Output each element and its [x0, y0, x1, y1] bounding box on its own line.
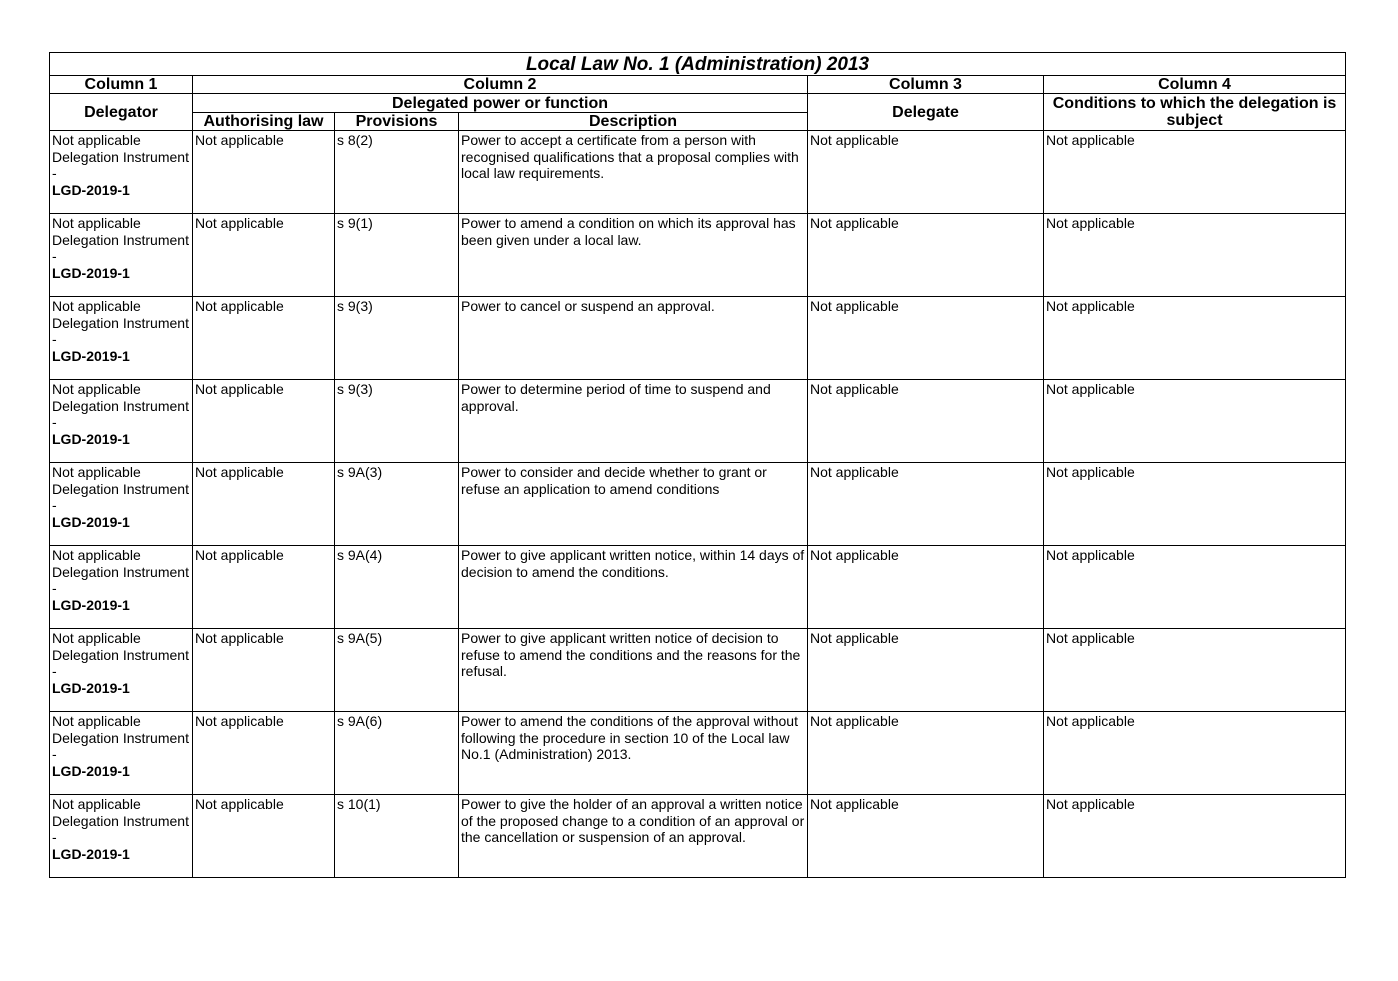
delegator-cell	[50, 546, 193, 629]
conditions-cell: Not applicable	[1044, 629, 1346, 712]
authorising-law-cell: Not applicable	[193, 380, 335, 463]
delegation-instrument-label: Delegation Instrument -	[52, 480, 189, 513]
delegation-instrument-label: Delegation Instrument -	[52, 314, 189, 347]
conditions-cell: Not applicable	[1044, 297, 1346, 380]
delegation-instrument-label: Delegation Instrument -	[52, 729, 189, 762]
description-cell: Power to give applicant written notice, within 14 days of decision to amend the conditions.	[459, 546, 808, 629]
authorising-law-cell: Not applicable	[193, 131, 335, 214]
provision-cell: s 9A(6)	[335, 712, 459, 795]
delegator-value: Not applicable	[52, 464, 141, 480]
column-4-label: Column 4	[1044, 76, 1346, 94]
delegate-header: Delegate	[808, 94, 1044, 131]
conditions-cell: Not applicable	[1044, 463, 1346, 546]
authorising-law-cell: Not applicable	[193, 546, 335, 629]
delegator-cell	[50, 380, 193, 463]
delegator-cell	[50, 795, 193, 878]
description-cell: Power to amend the conditions of the approval without following the procedure in section 10 of the Local law No.1 (Administration) 2013.	[459, 712, 808, 795]
authorising-law-cell: Not applicable	[193, 712, 335, 795]
table-header	[50, 53, 1346, 131]
authorising-law-cell: Not applicable	[193, 795, 335, 878]
delegator-value: Not applicable	[52, 796, 141, 812]
delegation-instrument-label: Delegation Instrument -	[52, 646, 189, 679]
table-body	[50, 131, 1346, 878]
delegator-value: Not applicable	[52, 298, 141, 314]
delegation-instrument-code: LGD-2019-1	[52, 679, 130, 696]
delegator-cell	[50, 463, 193, 546]
delegate-cell: Not applicable	[808, 463, 1044, 546]
provision-cell: s 10(1)	[335, 795, 459, 878]
header-row	[50, 94, 1346, 113]
delegate-cell: Not applicable	[808, 795, 1044, 878]
title-row	[50, 53, 1346, 76]
column-3-label: Column 3	[808, 76, 1044, 94]
delegation-instrument-code: LGD-2019-1	[52, 845, 130, 862]
delegation-instrument-label: Delegation Instrument -	[52, 148, 189, 181]
provision-cell: s 9A(4)	[335, 546, 459, 629]
delegator-cell	[50, 214, 193, 297]
conditions-cell: Not applicable	[1044, 131, 1346, 214]
delegation-instrument-label: Delegation Instrument -	[52, 397, 189, 430]
delegation-instrument-label: Delegation Instrument -	[52, 812, 189, 845]
table-row	[50, 380, 1346, 463]
delegation-instrument-label: Delegation Instrument -	[52, 563, 189, 596]
delegation-instrument-code: LGD-2019-1	[52, 181, 130, 198]
table-row	[50, 629, 1346, 712]
provision-cell: s 9(1)	[335, 214, 459, 297]
description-header: Description	[459, 113, 808, 131]
delegator-value: Not applicable	[52, 381, 141, 397]
description-cell: Power to determine period of time to suspend and approval.	[459, 380, 808, 463]
column-1-label: Column 1	[50, 76, 193, 94]
delegation-instrument-code: LGD-2019-1	[52, 264, 130, 281]
table-row	[50, 795, 1346, 878]
provision-cell: s 9A(5)	[335, 629, 459, 712]
provision-cell: s 9A(3)	[335, 463, 459, 546]
delegate-cell: Not applicable	[808, 131, 1044, 214]
column-2-label: Column 2	[193, 76, 808, 94]
delegated-power-header: Delegated power or function	[193, 94, 808, 113]
description-cell: Power to give the holder of an approval a written notice of the proposed change to a condition of an approval or the cancellation or suspension of an approval.	[459, 795, 808, 878]
description-cell: Power to consider and decide whether to grant or refuse an application to amend conditions	[459, 463, 808, 546]
provision-cell: s 9(3)	[335, 380, 459, 463]
conditions-cell: Not applicable	[1044, 712, 1346, 795]
delegate-cell: Not applicable	[808, 214, 1044, 297]
table-row	[50, 214, 1346, 297]
delegator-value: Not applicable	[52, 132, 141, 148]
authorising-law-cell: Not applicable	[193, 629, 335, 712]
conditions-cell: Not applicable	[1044, 546, 1346, 629]
authorising-law-cell: Not applicable	[193, 214, 335, 297]
conditions-cell: Not applicable	[1044, 214, 1346, 297]
delegate-cell: Not applicable	[808, 712, 1044, 795]
description-cell: Power to accept a certificate from a person with recognised qualifications that a proposal complies with local law requirements.	[459, 131, 808, 214]
table-row	[50, 297, 1346, 380]
delegation-instrument-code: LGD-2019-1	[52, 762, 130, 779]
delegator-value: Not applicable	[52, 215, 141, 231]
provision-cell: s 8(2)	[335, 131, 459, 214]
provision-cell: s 9(3)	[335, 297, 459, 380]
conditions-header: Conditions to which the delegation is subject	[1044, 94, 1346, 131]
delegator-value: Not applicable	[52, 630, 141, 646]
delegator-value: Not applicable	[52, 547, 141, 563]
delegation-table	[49, 52, 1346, 878]
authorising-law-cell: Not applicable	[193, 463, 335, 546]
description-cell: Power to amend a condition on which its approval has been given under a local law.	[459, 214, 808, 297]
delegation-instrument-code: LGD-2019-1	[52, 596, 130, 613]
delegate-cell: Not applicable	[808, 546, 1044, 629]
table-row	[50, 712, 1346, 795]
delegation-instrument-code: LGD-2019-1	[52, 347, 130, 364]
delegation-instrument-label: Delegation Instrument -	[52, 231, 189, 264]
delegator-cell	[50, 712, 193, 795]
conditions-cell: Not applicable	[1044, 795, 1346, 878]
description-cell: Power to cancel or suspend an approval.	[459, 297, 808, 380]
delegate-cell: Not applicable	[808, 629, 1044, 712]
column-number-row	[50, 76, 1346, 94]
authorising-law-cell: Not applicable	[193, 297, 335, 380]
provisions-header: Provisions	[335, 113, 459, 131]
table-row	[50, 131, 1346, 214]
table-row	[50, 463, 1346, 546]
delegator-cell	[50, 131, 193, 214]
delegate-cell: Not applicable	[808, 297, 1044, 380]
description-cell: Power to give applicant written notice of decision to refuse to amend the conditions and the reasons for the refusal.	[459, 629, 808, 712]
delegation-instrument-code: LGD-2019-1	[52, 513, 130, 530]
conditions-cell: Not applicable	[1044, 380, 1346, 463]
delegate-cell: Not applicable	[808, 380, 1044, 463]
authorising-law-header: Authorising law	[193, 113, 335, 131]
delegation-instrument-code: LGD-2019-1	[52, 430, 130, 447]
delegator-value: Not applicable	[52, 713, 141, 729]
delegator-cell	[50, 629, 193, 712]
delegator-cell	[50, 297, 193, 380]
delegator-header: Delegator	[50, 94, 193, 131]
table-row	[50, 546, 1346, 629]
table-title: Local Law No. 1 (Administration) 2013	[50, 53, 1346, 76]
